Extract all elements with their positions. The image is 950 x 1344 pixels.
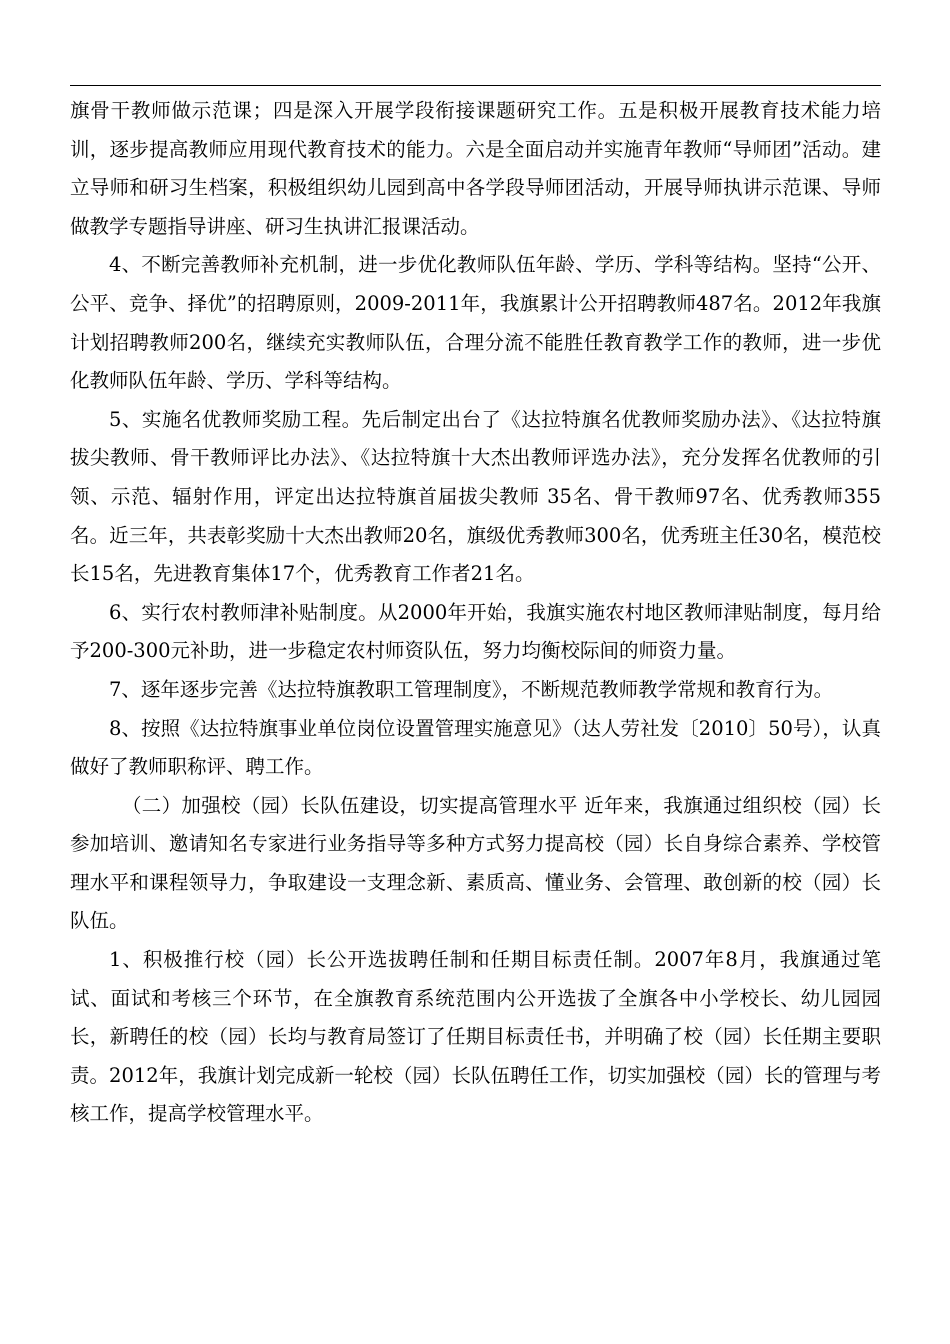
paragraph-item-5: 5、实施名优教师奖励工程。先后制定出台了《达拉特旗名优教师奖励办法》、《达拉特旗拔尖教师、骨干教师评比办法》、《达拉特旗十大杰出教师评选办法》，充分发挥名优教师的引领、示范、辐射作用，评定出达拉特旗首届拔尖教师 35名、骨干教师97名、优秀教师355名。近三年，共表彰奖励十大杰出教师20名，旗级优秀教师300名，优秀班主任30名，模范校长15名，先进教育集体17个，优秀教育工作者21名。 (70, 407, 881, 586)
paragraph-continuation: 旗骨干教师做示范课；四是深入开展学段衔接课题研究工作。五是积极开展教育技术能力培训，逐步提高教师应用现代教育技术的能力。六是全面启动并实施青年教师“导师团”活动。建立导师和研习生档案，积极组织幼儿园到高中各学段导师团活动，开展导师执讲示范课、导师做教学专题指导讲座、研习生执讲汇报课活动。 (70, 99, 881, 238)
document-body (70, 92, 881, 1134)
paragraph-item-8: 8、按照《达拉特旗事业单位岗位设置管理实施意见》（达人劳社发〔2010〕50号），认真做好了教师职称评、聘工作。 (70, 716, 881, 779)
section-heading-2: （二）加强校（园）长队伍建设，切实提高管理水平 近年来，我旗通过组织校（园）长参加培训、邀请知名专家进行业务指导等多种方式努力提高校（园）长自身综合素养、学校管理水平和课程领导力，争取建设一支理念新、素质高、懂业务、会管理、敢创新的校（园）长队伍。 (70, 793, 881, 933)
paragraph-item-1: 1、积极推行校（园）长公开选拔聘任制和任期目标责任制。2007年8月，我旗通过笔试、面试和考核三个环节，在全旗教育系统范围内公开选拔了全旗各中小学校长、幼儿园园长，新聘任的校（园）长均与教育局签订了任期目标责任书，并明确了校（园）长任期主要职责。2012年，我旗计划完成新一轮校（园）长队伍聘任工作，切实加强校（园）长的管理与考核工作，提高学校管理水平。 (70, 948, 881, 1126)
paragraph-item-7: 7、逐年逐步完善《达拉特旗教职工管理制度》，不断规范教师教学常规和教育行为。 (109, 677, 834, 701)
paragraph-item-4: 4、不断完善教师补充机制，进一步优化教师队伍年龄、学历、学科等结构。坚持“公开、公平、竞争、择优”的招聘原则，2009-2011年，我旗累计公开招聘教师487名。2012年我旗计划招聘教师200名，继续充实教师队伍，合理分流不能胜任教育教学工作的教师，进一步优化教师队伍年龄、学历、学科等结构。 (70, 253, 881, 393)
header-rule (70, 85, 881, 86)
paragraph-item-6: 6、实行农村教师津补贴制度。从2000年开始，我旗实施农村地区教师津贴制度，每月给予200-300元补助，进一步稳定农村师资队伍，努力均衡校际间的师资力量。 (70, 600, 881, 663)
